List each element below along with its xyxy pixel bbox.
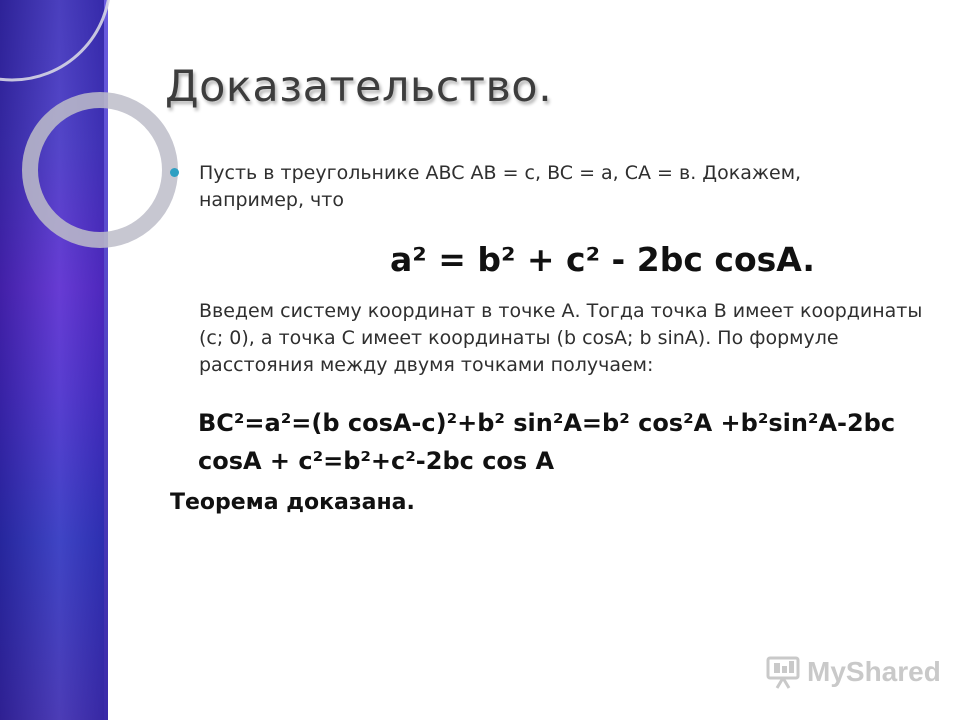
bullet-marker: [170, 168, 179, 177]
bullet-intro-text: Пусть в треугольнике ABC AB = c, BC = a, CA = в. Докажем, например, что: [199, 162, 802, 211]
coordinates-paragraph: Введем систему координат в точке А. Тогда точка В имеет координаты (c; 0), а точка С имеет координаты (b cosA; b sinA). По формуле расстояния между двумя точками получаем:: [199, 300, 923, 376]
derivation-formula: BC²=a²=(b cosA-c)²+b² sin²A=b² cos²A +b²sin²A-2bc cosA + c²=b²+c²-2bc cos A: [198, 409, 896, 475]
projector-screen-icon: [765, 654, 801, 690]
watermark-label: MyShared: [807, 656, 941, 687]
slide-title: Доказательство.: [165, 62, 553, 112]
decorative-rings: [0, 0, 260, 300]
conclusion-text: Теорема доказана.: [170, 490, 415, 515]
watermark: [765, 652, 941, 692]
main-formula: a² = b² + c² - 2bc cosA.: [390, 240, 815, 279]
